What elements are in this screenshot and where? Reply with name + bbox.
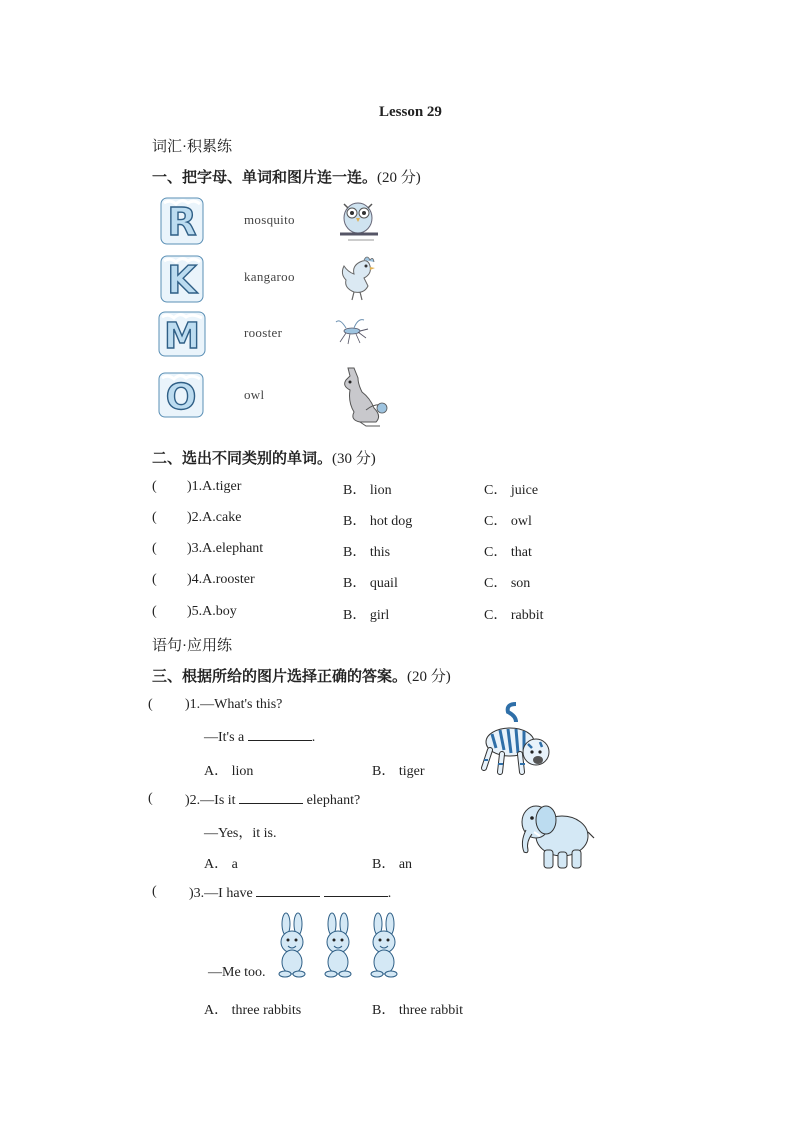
answer-paren: ( (152, 572, 157, 587)
answer-blank[interactable] (239, 791, 303, 804)
svg-text:O: O (165, 377, 197, 418)
q2-option-a: A． a (204, 857, 238, 872)
answer-paren: ( (152, 604, 157, 619)
answer-paren: ( (152, 479, 157, 494)
q3-option-b: B． three rabbit (372, 1003, 463, 1018)
rabbit-icon (279, 913, 305, 977)
q3-question: )3.—I have . (189, 886, 392, 901)
q-row-1: )1.A.tiger (187, 479, 242, 494)
tiger-icon (476, 700, 554, 780)
letter-k-icon (160, 255, 204, 303)
letter-m-icon (158, 311, 206, 357)
answer-blank[interactable] (324, 884, 388, 897)
answer-paren: ( (152, 510, 157, 525)
option-b: B． lion (343, 483, 392, 498)
page-title: Lesson 29 (379, 104, 442, 120)
mosquito-icon (334, 316, 370, 346)
q3-option-a: A． three rabbits (204, 1003, 302, 1018)
word-rooster: rooster (244, 325, 283, 340)
q2-answer: —Yes，it is. (204, 826, 277, 841)
option-c: C． juice (484, 483, 539, 498)
answer-blank[interactable] (248, 728, 312, 741)
letter-r-icon (160, 197, 204, 245)
answer-paren: ( (152, 541, 157, 556)
elephant-icon (514, 796, 596, 874)
answer-blank[interactable] (256, 884, 320, 897)
option-b: B． girl (343, 608, 390, 623)
word-kangaroo: kangaroo (244, 269, 295, 284)
section-sentence: 语句·应用练 (152, 638, 232, 654)
q2-question: )2.—Is it elephant? (185, 793, 361, 808)
option-c: C． son (484, 576, 531, 591)
rabbits-icon (272, 912, 412, 980)
kangaroo-icon (336, 362, 394, 428)
svg-text:K: K (167, 258, 197, 302)
part1-heading: 一、把字母、单词和图片连一连。(20 分) (152, 168, 421, 186)
word-owl: owl (244, 387, 265, 402)
q1-option-b: B． tiger (372, 764, 425, 779)
letter-o-icon (158, 372, 204, 418)
section-vocab: 词汇·积累练 (152, 139, 232, 155)
svg-text:M: M (164, 316, 200, 357)
q-row-2: )2.A.cake (187, 510, 242, 525)
part3-heading: 三、根据所给的图片选择正确的答案。(20 分) (152, 667, 451, 685)
answer-paren: ( (148, 791, 153, 806)
q1-question: )1.—What's this? (185, 697, 283, 712)
svg-text:R: R (167, 200, 197, 244)
answer-paren: ( (148, 697, 153, 712)
owl-icon (334, 196, 384, 244)
option-b: B． this (343, 545, 391, 560)
option-c: C． rabbit (484, 608, 544, 623)
option-c: C． that (484, 545, 532, 560)
q3-answer: —Me too. (208, 965, 266, 980)
answer-paren: ( (152, 884, 157, 899)
q2-option-b: B． an (372, 857, 413, 872)
option-b: B． hot dog (343, 514, 413, 529)
option-c: C． owl (484, 514, 532, 529)
part2-heading: 二、选出不同类别的单词。(30 分) (152, 449, 376, 467)
q1-answer: —It's a . (204, 730, 316, 745)
q1-option-a: A． lion (204, 764, 254, 779)
q-row-5: )5.A.boy (187, 604, 237, 619)
q-row-3: )3.A.elephant (187, 541, 264, 556)
word-mosquito: mosquito (244, 212, 295, 227)
q-row-4: )4.A.rooster (187, 572, 255, 587)
option-b: B． quail (343, 576, 398, 591)
rooster-icon (334, 252, 384, 302)
